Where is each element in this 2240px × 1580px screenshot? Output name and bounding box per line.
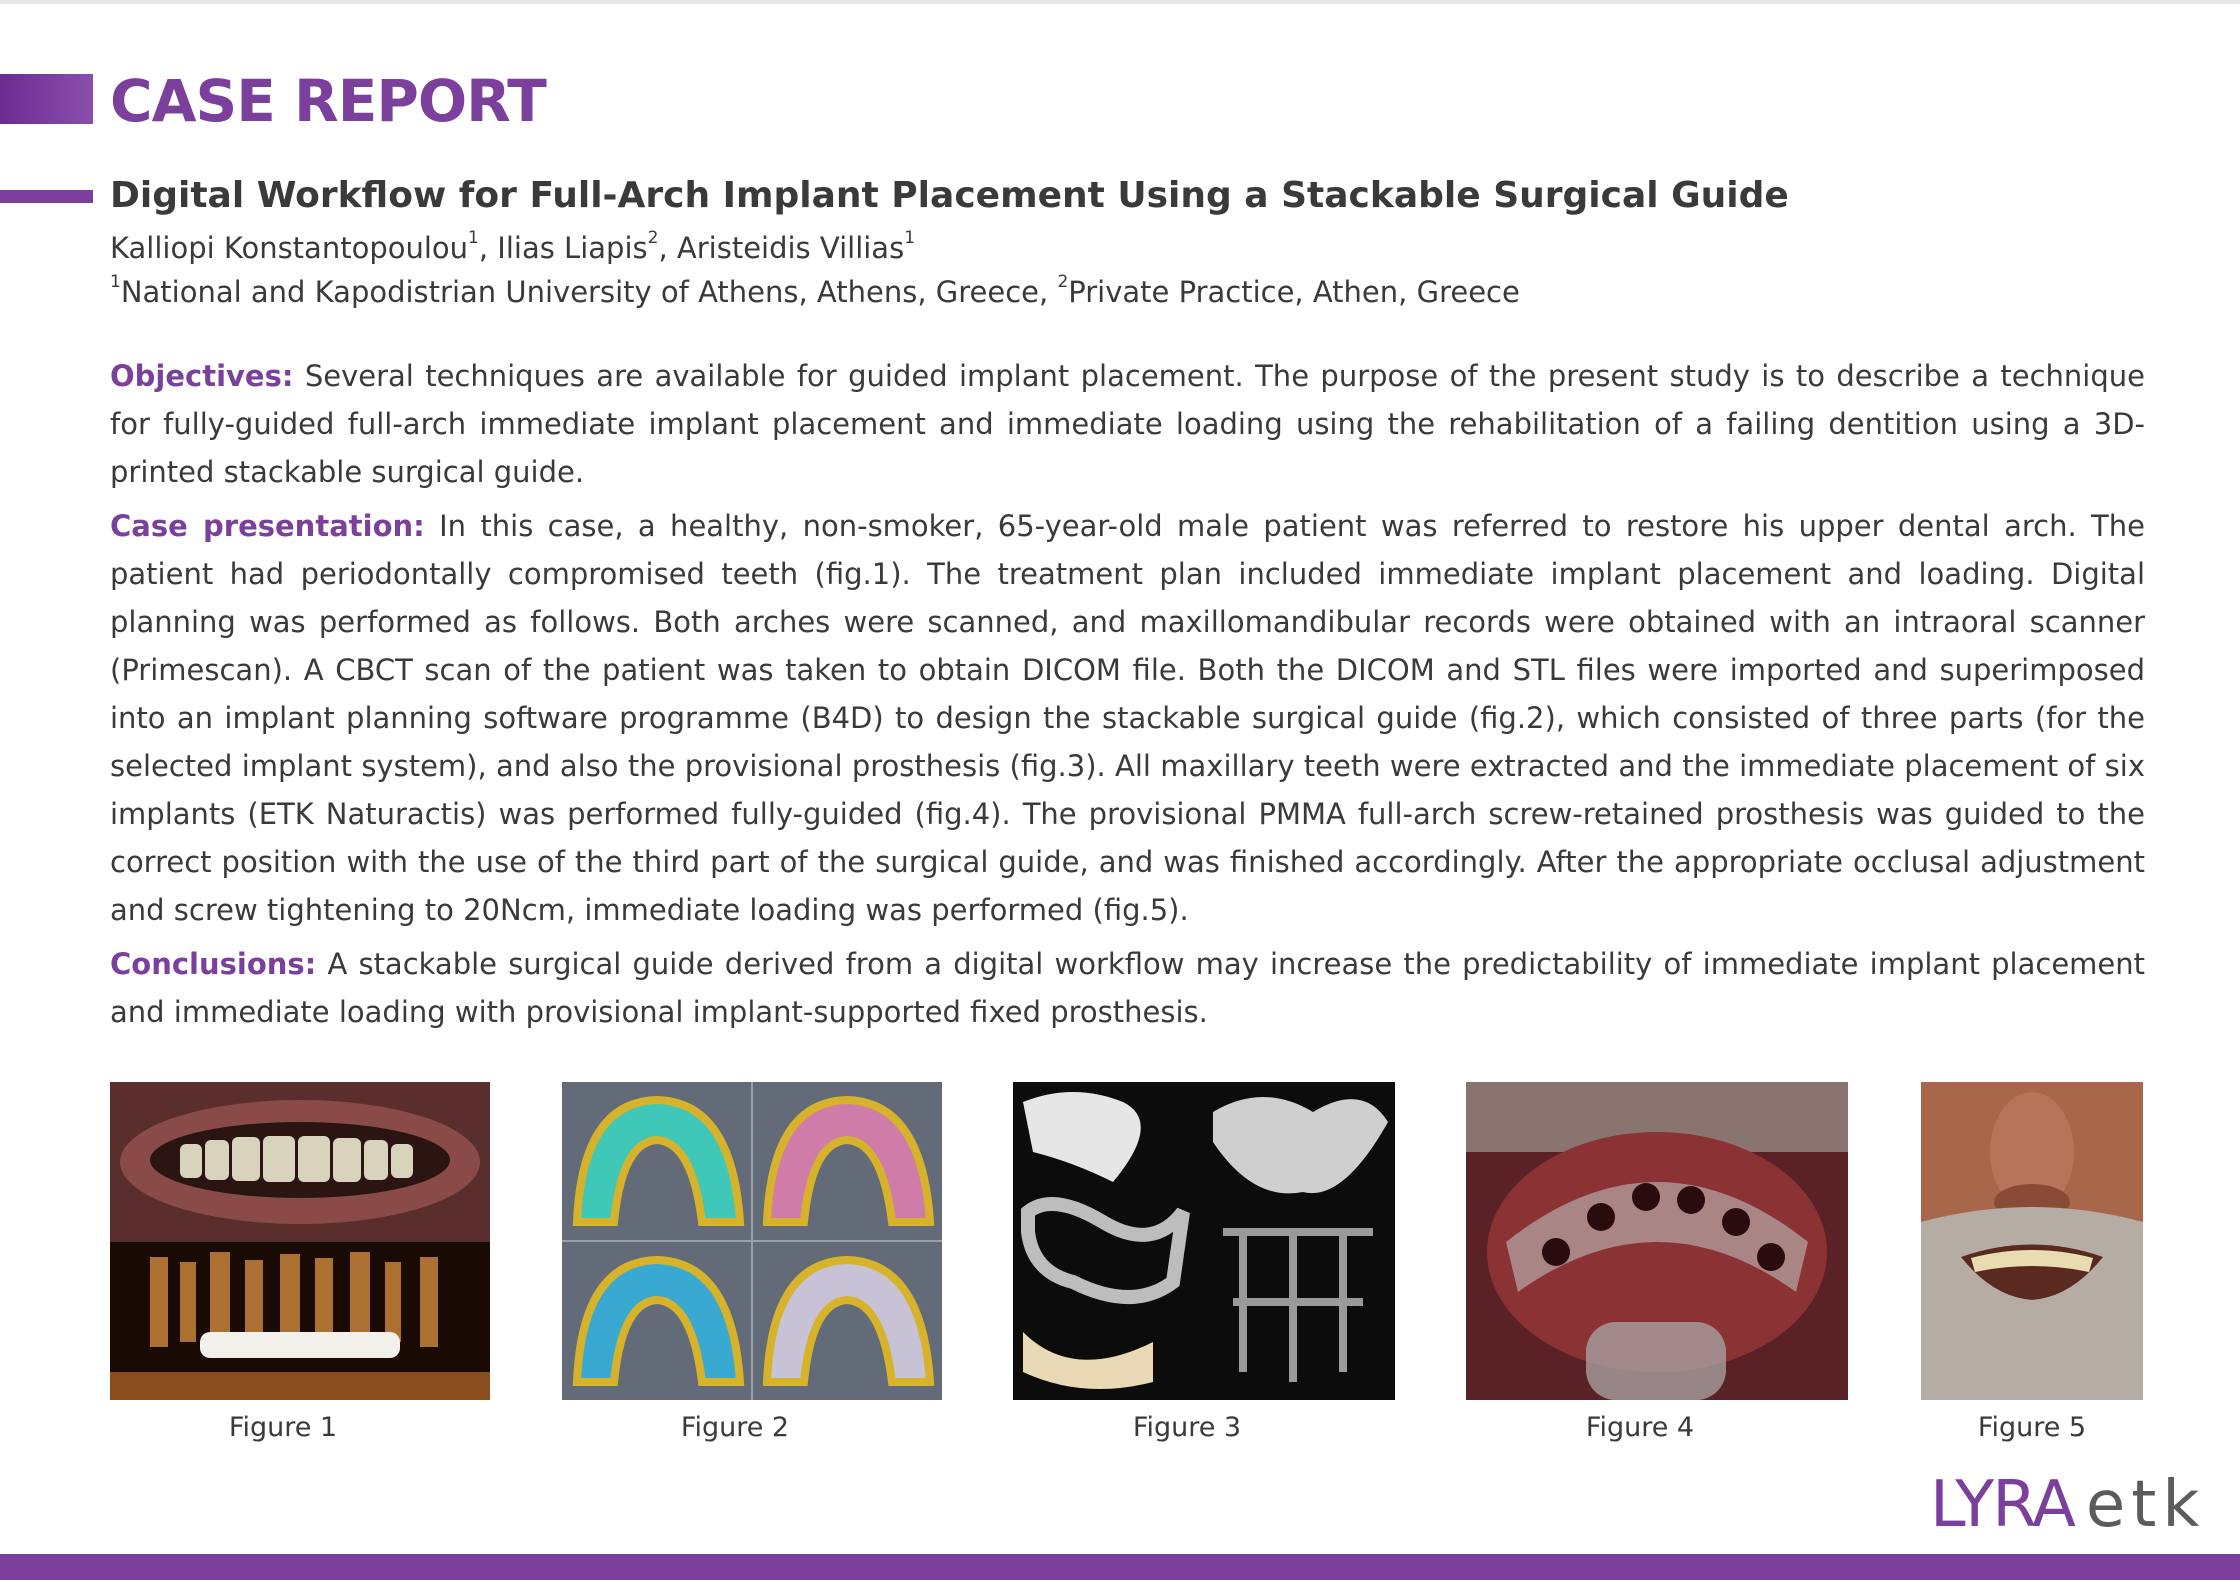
conclusions-label: Conclusions:	[110, 947, 317, 981]
author-separator: ,	[658, 231, 677, 265]
figure-2-caption: Figure 2	[680, 1412, 790, 1443]
figure-5-caption: Figure 5	[1977, 1412, 2087, 1443]
figure-4-caption: Figure 4	[1585, 1412, 1695, 1443]
case-presentation-label: Case presentation:	[110, 509, 425, 543]
figure-3-image	[1013, 1082, 1395, 1400]
objectives-label: Objectives:	[110, 359, 294, 393]
affiliation-mark: 1	[110, 272, 121, 292]
objectives-paragraph	[110, 352, 2145, 496]
affiliation-text: National and Kapodistrian University of Athens, Athens, Greece,	[120, 275, 1058, 309]
figure-3-caption: Figure 3	[1132, 1412, 1242, 1443]
top-border	[0, 0, 2240, 4]
figure-2-image	[562, 1082, 942, 1400]
conclusions-text: A stackable surgical guide derived from a digital workflow may increase the predictability of immediate implant placement and immediate loading with provisional implant-supported fixed prosthesis.	[110, 947, 2145, 1029]
author-affiliation-mark: 1	[904, 228, 916, 248]
affiliation-text: Private Practice, Athen, Greece	[1068, 275, 1520, 309]
objectives-text: Several techniques are available for guided implant placement. The purpose of the present study is to describe a technique for fully-guided full-arch immediate implant placement and immediate loading using the rehabilitation of a failing dentition using a 3D-printed stackable surgical guide.	[110, 359, 2145, 489]
abstract-body	[110, 352, 2145, 1042]
figure-1-image	[110, 1082, 490, 1400]
logo-etk: etk	[2085, 1468, 2206, 1542]
lyra-etk-logo	[1930, 1470, 2205, 1540]
conclusions-paragraph	[110, 940, 2145, 1036]
author-name: Kalliopi Konstantopoulou	[110, 231, 469, 265]
author-affiliation-mark: 1	[468, 228, 479, 248]
title-accent-bar	[0, 190, 93, 203]
case-paragraph	[110, 502, 2145, 934]
figure-4-image	[1466, 1082, 1848, 1400]
author-name: Aristeidis Villias	[676, 231, 905, 265]
case-presentation-text: In this case, a healthy, non-smoker, 65-year-old male patient was referred to restore his upper dental arch. The patient had periodontally compromised teeth (fig.1). The treatment plan included immediate implant placement and loading. Digital planning was performed as follows. Both arches were scanned, and maxillomandibular records were obtained with an intraoral scanner (Primescan). A CBCT scan of the patient was taken to obtain DICOM file. Both the DICOM and STL files were imported and superimposed into an implant planning software programme (B4D) to design the stackable surgical guide (fig.2), which consisted of three parts (for the selected implant system), and also the provisional prosthesis (fig.3). All maxillary teeth were extracted and the immediate placement of six implants (ETK Naturactis) was performed fully-guided (fig.4). The provisional PMMA full-arch screw-retained prosthesis was guided to the correct position with the use of the third part of the surgical guide, and was finished accordingly. After the appropriate occlusal adjustment and screw tightening to 20Ncm, immediate loading was performed (fig.5).	[110, 509, 2145, 927]
article-title: Digital Workflow for Full-Arch Implant Placement Using a Stackable Surgical Guide	[110, 175, 1789, 216]
affiliation-list	[110, 270, 1520, 314]
author-affiliation-mark: 2	[647, 228, 659, 248]
author-separator: ,	[478, 231, 498, 265]
header-accent-block	[0, 74, 93, 124]
figure-5-image	[1921, 1082, 2143, 1400]
logo-lyra: LYRA	[1930, 1468, 2074, 1542]
author-list	[110, 226, 915, 270]
author-name: Ilias Liapis	[497, 231, 648, 265]
affiliation-mark: 2	[1057, 272, 1069, 292]
footer-bar	[0, 1554, 2240, 1580]
figure-1-caption: Figure 1	[228, 1412, 338, 1443]
case-report-label: CASE REPORT	[110, 67, 546, 135]
